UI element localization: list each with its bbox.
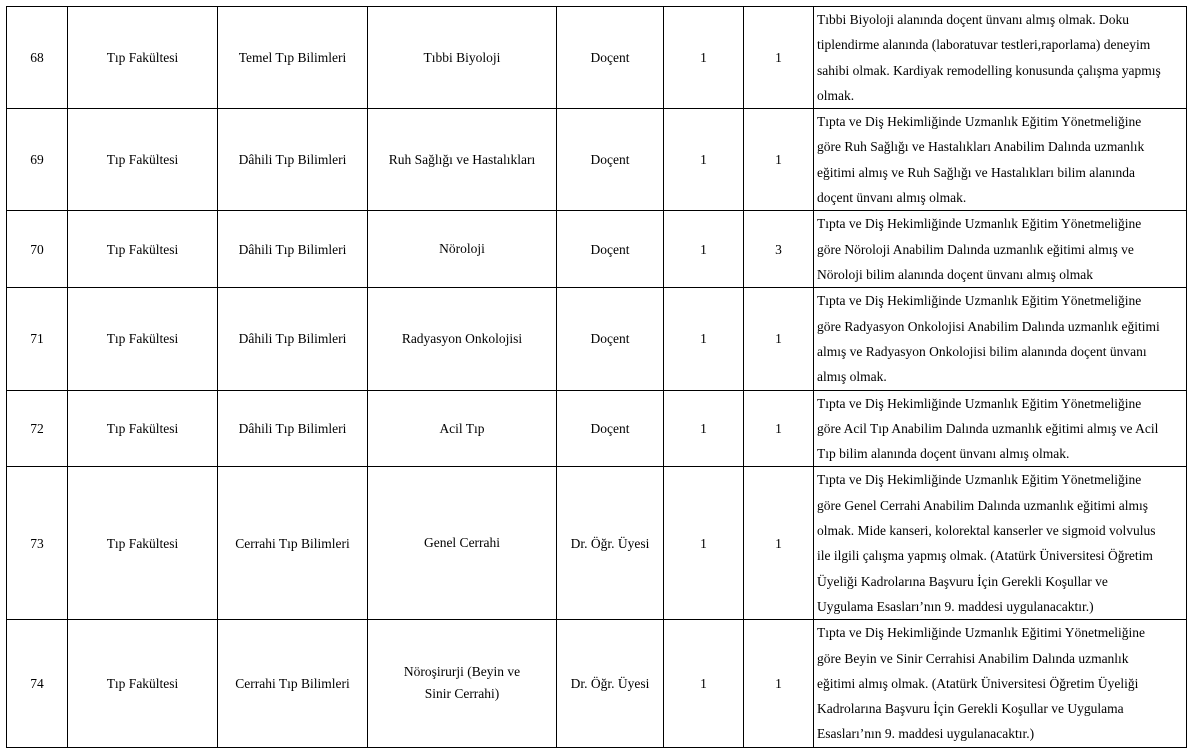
table-row [7, 390, 1187, 467]
position-table [6, 6, 1187, 748]
department-cell: Dâhili Tıp Bilimleri [218, 288, 368, 390]
count-cell: 1 [744, 390, 814, 467]
requirement-line: göre Ruh Sağlığı ve Hastalıkları Anabilim Dalında uzmanlık [817, 139, 1145, 155]
row-number-cell: 71 [7, 288, 68, 390]
faculty-cell: Tıp Fakültesi [68, 467, 218, 620]
requirement-line: Tıpta ve Diş Hekimliğinde Uzmanlık Eğitim Yönetmeliğine [817, 472, 1142, 488]
department-cell: Temel Tıp Bilimleri [218, 7, 368, 109]
requirements-cell [814, 7, 1187, 109]
title-cell: Dr. Öğr. Üyesi [557, 620, 664, 747]
faculty-cell: Tıp Fakültesi [68, 211, 218, 288]
title-cell: Doçent [557, 7, 664, 109]
requirement-line: olmak. Mide kanseri, kolorektal kanserler ve sigmoid volvulus [817, 523, 1156, 539]
requirement-line: sahibi olmak. Kardiyak remodelling konusunda çalışma yapmış [817, 62, 1161, 78]
title-cell: Dr. Öğr. Üyesi [557, 467, 664, 620]
department-cell: Dâhili Tıp Bilimleri [218, 211, 368, 288]
requirement-line: almış olmak. [817, 369, 887, 385]
requirement-line: Tıbbi Biyoloji alanında doçent ünvanı almış olmak. Doku [817, 12, 1129, 27]
unit-cell: Nöroloji [368, 211, 557, 288]
requirement-line: eğitimi almış ve Ruh Sağlığı ve Hastalıkları bilim alanında [817, 164, 1135, 180]
requirement-line: Uygulama Esasları’nın 9. maddesi uygulanacaktır.) [817, 598, 1094, 614]
requirement-line: Nöroloji bilim alanında doçent ünvanı almış olmak [817, 267, 1093, 283]
requirements-cell [814, 109, 1187, 211]
title-cell: Doçent [557, 288, 664, 390]
requirement-line: Üyeliği Kadrolarına Başvuru İçin Gerekli Koşullar ve [817, 573, 1108, 589]
department-cell: Cerrahi Tıp Bilimleri [218, 467, 368, 620]
count-cell: 1 [744, 109, 814, 211]
faculty-cell: Tıp Fakültesi [68, 7, 218, 109]
row-number-cell: 69 [7, 109, 68, 211]
requirements-cell [814, 390, 1187, 467]
requirement-line: göre Nöroloji Anabilim Dalında uzmanlık eğitimi almış ve [817, 241, 1134, 257]
table-row [7, 109, 1187, 211]
requirements-cell [814, 211, 1187, 288]
requirement-line: göre Beyin ve Sinir Cerrahisi Anabilim Dalında uzmanlık [817, 650, 1129, 666]
unit-cell: Radyasyon Onkolojisi [368, 288, 557, 390]
requirement-line: eğitimi almış olmak. (Atatürk Üniversitesi Öğretim Üyeliği [817, 675, 1139, 691]
unit-cell: Tıbbi Biyoloji [368, 7, 557, 109]
quota-cell: 1 [664, 620, 744, 747]
faculty-cell: Tıp Fakültesi [68, 390, 218, 467]
quota-cell: 1 [664, 7, 744, 109]
row-number-cell: 72 [7, 390, 68, 467]
quota-cell: 1 [664, 109, 744, 211]
requirement-line: Tıpta ve Diş Hekimliğinde Uzmanlık Eğitim Yönetmeliğine [817, 395, 1142, 411]
requirement-line: Tıpta ve Diş Hekimliğinde Uzmanlık Eğitim Yönetmeliğine [817, 114, 1142, 130]
table-row [7, 467, 1187, 620]
table-row [7, 620, 1187, 747]
quota-cell: 1 [664, 211, 744, 288]
unit-cell: Ruh Sağlığı ve Hastalıkları [368, 109, 557, 211]
requirement-line: ile ilgili çalışma yapmış olmak. (Atatürk Üniversitesi Öğretim [817, 548, 1153, 564]
faculty-cell: Tıp Fakültesi [68, 620, 218, 747]
requirement-line: Tıpta ve Diş Hekimliğinde Uzmanlık Eğitimi Yönetmeliğine [817, 625, 1145, 641]
requirement-line: Tıp bilim alanında doçent ünvanı almış olmak. [817, 446, 1070, 462]
faculty-cell: Tıp Fakültesi [68, 288, 218, 390]
requirement-line: göre Acil Tıp Anabilim Dalında uzmanlık eğitimi almış ve Acil [817, 420, 1159, 436]
row-number-cell: 70 [7, 211, 68, 288]
requirement-line: göre Genel Cerrahi Anabilim Dalında uzmanlık eğitimi almış [817, 497, 1149, 513]
row-number-cell: 73 [7, 467, 68, 620]
requirement-line: olmak. [817, 87, 855, 103]
requirement-line: Tıpta ve Diş Hekimliğinde Uzmanlık Eğitim Yönetmeliğine [817, 216, 1142, 232]
department-cell: Cerrahi Tıp Bilimleri [218, 620, 368, 747]
row-number-cell: 74 [7, 620, 68, 747]
title-cell: Doçent [557, 390, 664, 467]
requirement-line: Esasları’nın 9. maddesi uygulanacaktır.) [817, 726, 1035, 742]
table-row [7, 211, 1187, 288]
title-cell: Doçent [557, 109, 664, 211]
requirements-cell [814, 467, 1187, 620]
department-cell: Dâhili Tıp Bilimleri [218, 109, 368, 211]
faculty-cell: Tıp Fakültesi [68, 109, 218, 211]
requirement-line: almış ve Radyasyon Onkolojisi bilim alanında doçent ünvanı [817, 343, 1147, 359]
requirements-cell [814, 288, 1187, 390]
count-cell: 1 [744, 288, 814, 390]
table-row [7, 288, 1187, 390]
requirement-line: tiplendirme alanında (laboratuvar testleri,raporlama) deneyim [817, 37, 1151, 53]
table-body [7, 7, 1187, 748]
department-cell: Dâhili Tıp Bilimleri [218, 390, 368, 467]
row-number-cell: 68 [7, 7, 68, 109]
requirement-line: Kadrolarına Başvuru İçin Gerekli Koşullar ve Uygulama [817, 701, 1124, 717]
requirement-line: doçent ünvanı almış olmak. [817, 190, 967, 206]
unit-cell: Nöroşirurji (Beyin ve Sinir Cerrahi) [368, 620, 557, 747]
requirement-line: göre Radyasyon Onkolojisi Anabilim Dalında uzmanlık eğitimi [817, 318, 1160, 334]
quota-cell: 1 [664, 390, 744, 467]
count-cell: 1 [744, 467, 814, 620]
requirements-cell [814, 620, 1187, 747]
unit-cell: Genel Cerrahi [368, 467, 557, 620]
requirement-line: Tıpta ve Diş Hekimliğinde Uzmanlık Eğitim Yönetmeliğine [817, 293, 1142, 309]
count-cell: 3 [744, 211, 814, 288]
table-row [7, 7, 1187, 109]
count-cell: 1 [744, 7, 814, 109]
title-cell: Doçent [557, 211, 664, 288]
quota-cell: 1 [664, 467, 744, 620]
quota-cell: 1 [664, 288, 744, 390]
unit-cell: Acil Tıp [368, 390, 557, 467]
count-cell: 1 [744, 620, 814, 747]
